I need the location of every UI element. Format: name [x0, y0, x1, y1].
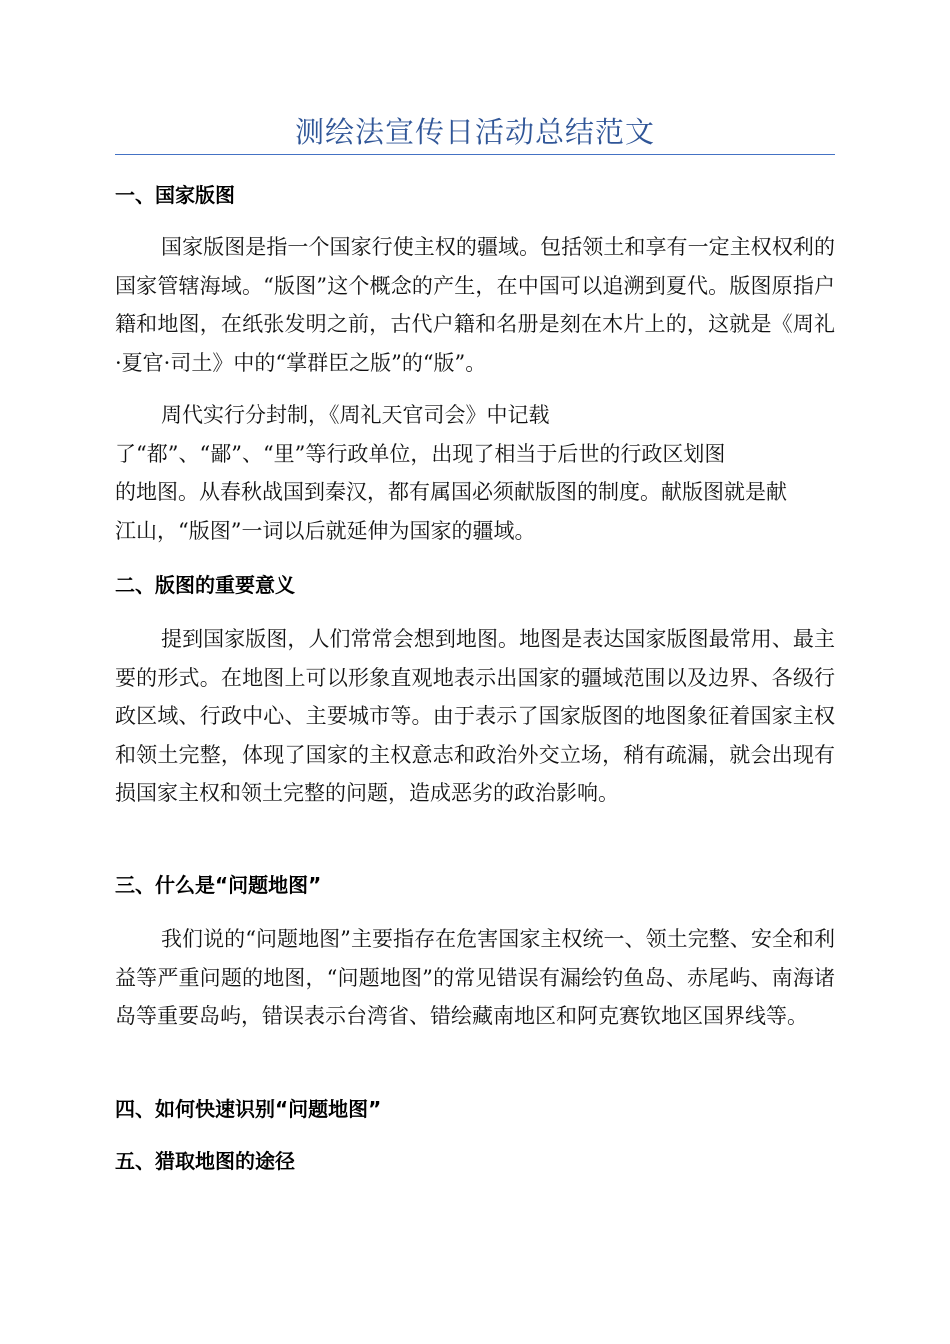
- section-1-paragraph-1: 国家版图是指一个国家行使主权的疆域。包括领土和享有一定主权权利的国家管辖海域。“版图”这个概念的产生，在中国可以追溯到夏代。版图原指户籍和地图，在纸张发明之前，古代户籍和名册是刻在木片上的，这就是《周礼·夏官·司土》中的“掌群臣之版”的“版”。: [115, 235, 835, 375]
- section-heading-2: 二、版图的重要意义: [115, 573, 295, 597]
- paragraph-line: 了“都”、“鄙”、“里”等行政单位，出现了相当于后世的行政区划图: [115, 441, 726, 466]
- section-2-paragraph-1: 提到国家版图，人们常常会想到地图。地图是表达国家版图最常用、最主要的形式。在地图上可以形象直观地表示出国家的疆域范围以及边界、各级行政区域、行政中心、主要城市等。由于表示了国家版图的地图象征着国家主权和领土完整，体现了国家的主权意志和政治外交立场，稍有疏漏，就会出现有损国家主权和领土完整的问题，造成恶劣的政治影响。: [115, 627, 835, 805]
- document-title: 测绘法宣传日活动总结范文: [294, 115, 655, 149]
- title-underline: [115, 154, 835, 155]
- paragraph-line: 江山，“版图”一词以后就延伸为国家的疆域。: [115, 518, 536, 543]
- section-1-paragraph-2: [115, 396, 835, 550]
- section-heading-3: 三、什么是“问题地图”: [115, 873, 322, 897]
- section-3-paragraph-1: 我们说的“问题地图”主要指存在危害国家主权统一、领土完整、安全和利益等严重问题的地图，“问题地图”的常见错误有漏绘钓鱼岛、赤尾屿、南海诸岛等重要岛屿，错误表示台湾省、错绘藏南地区和阿克赛钦地区国界线等。: [115, 927, 835, 1028]
- paragraph-line: 周代实行分封制，《周礼天官司会》中记载: [161, 403, 550, 427]
- section-heading-4: 四、如何快速识别“问题地图”: [115, 1097, 382, 1121]
- section-heading-1: 一、国家版图: [115, 183, 235, 207]
- paragraph-line: 的地图。从春秋战国到秦汉，都有属国必须献版图的制度。献版图就是献: [115, 480, 787, 504]
- section-heading-5: 五、猎取地图的途径: [115, 1149, 295, 1173]
